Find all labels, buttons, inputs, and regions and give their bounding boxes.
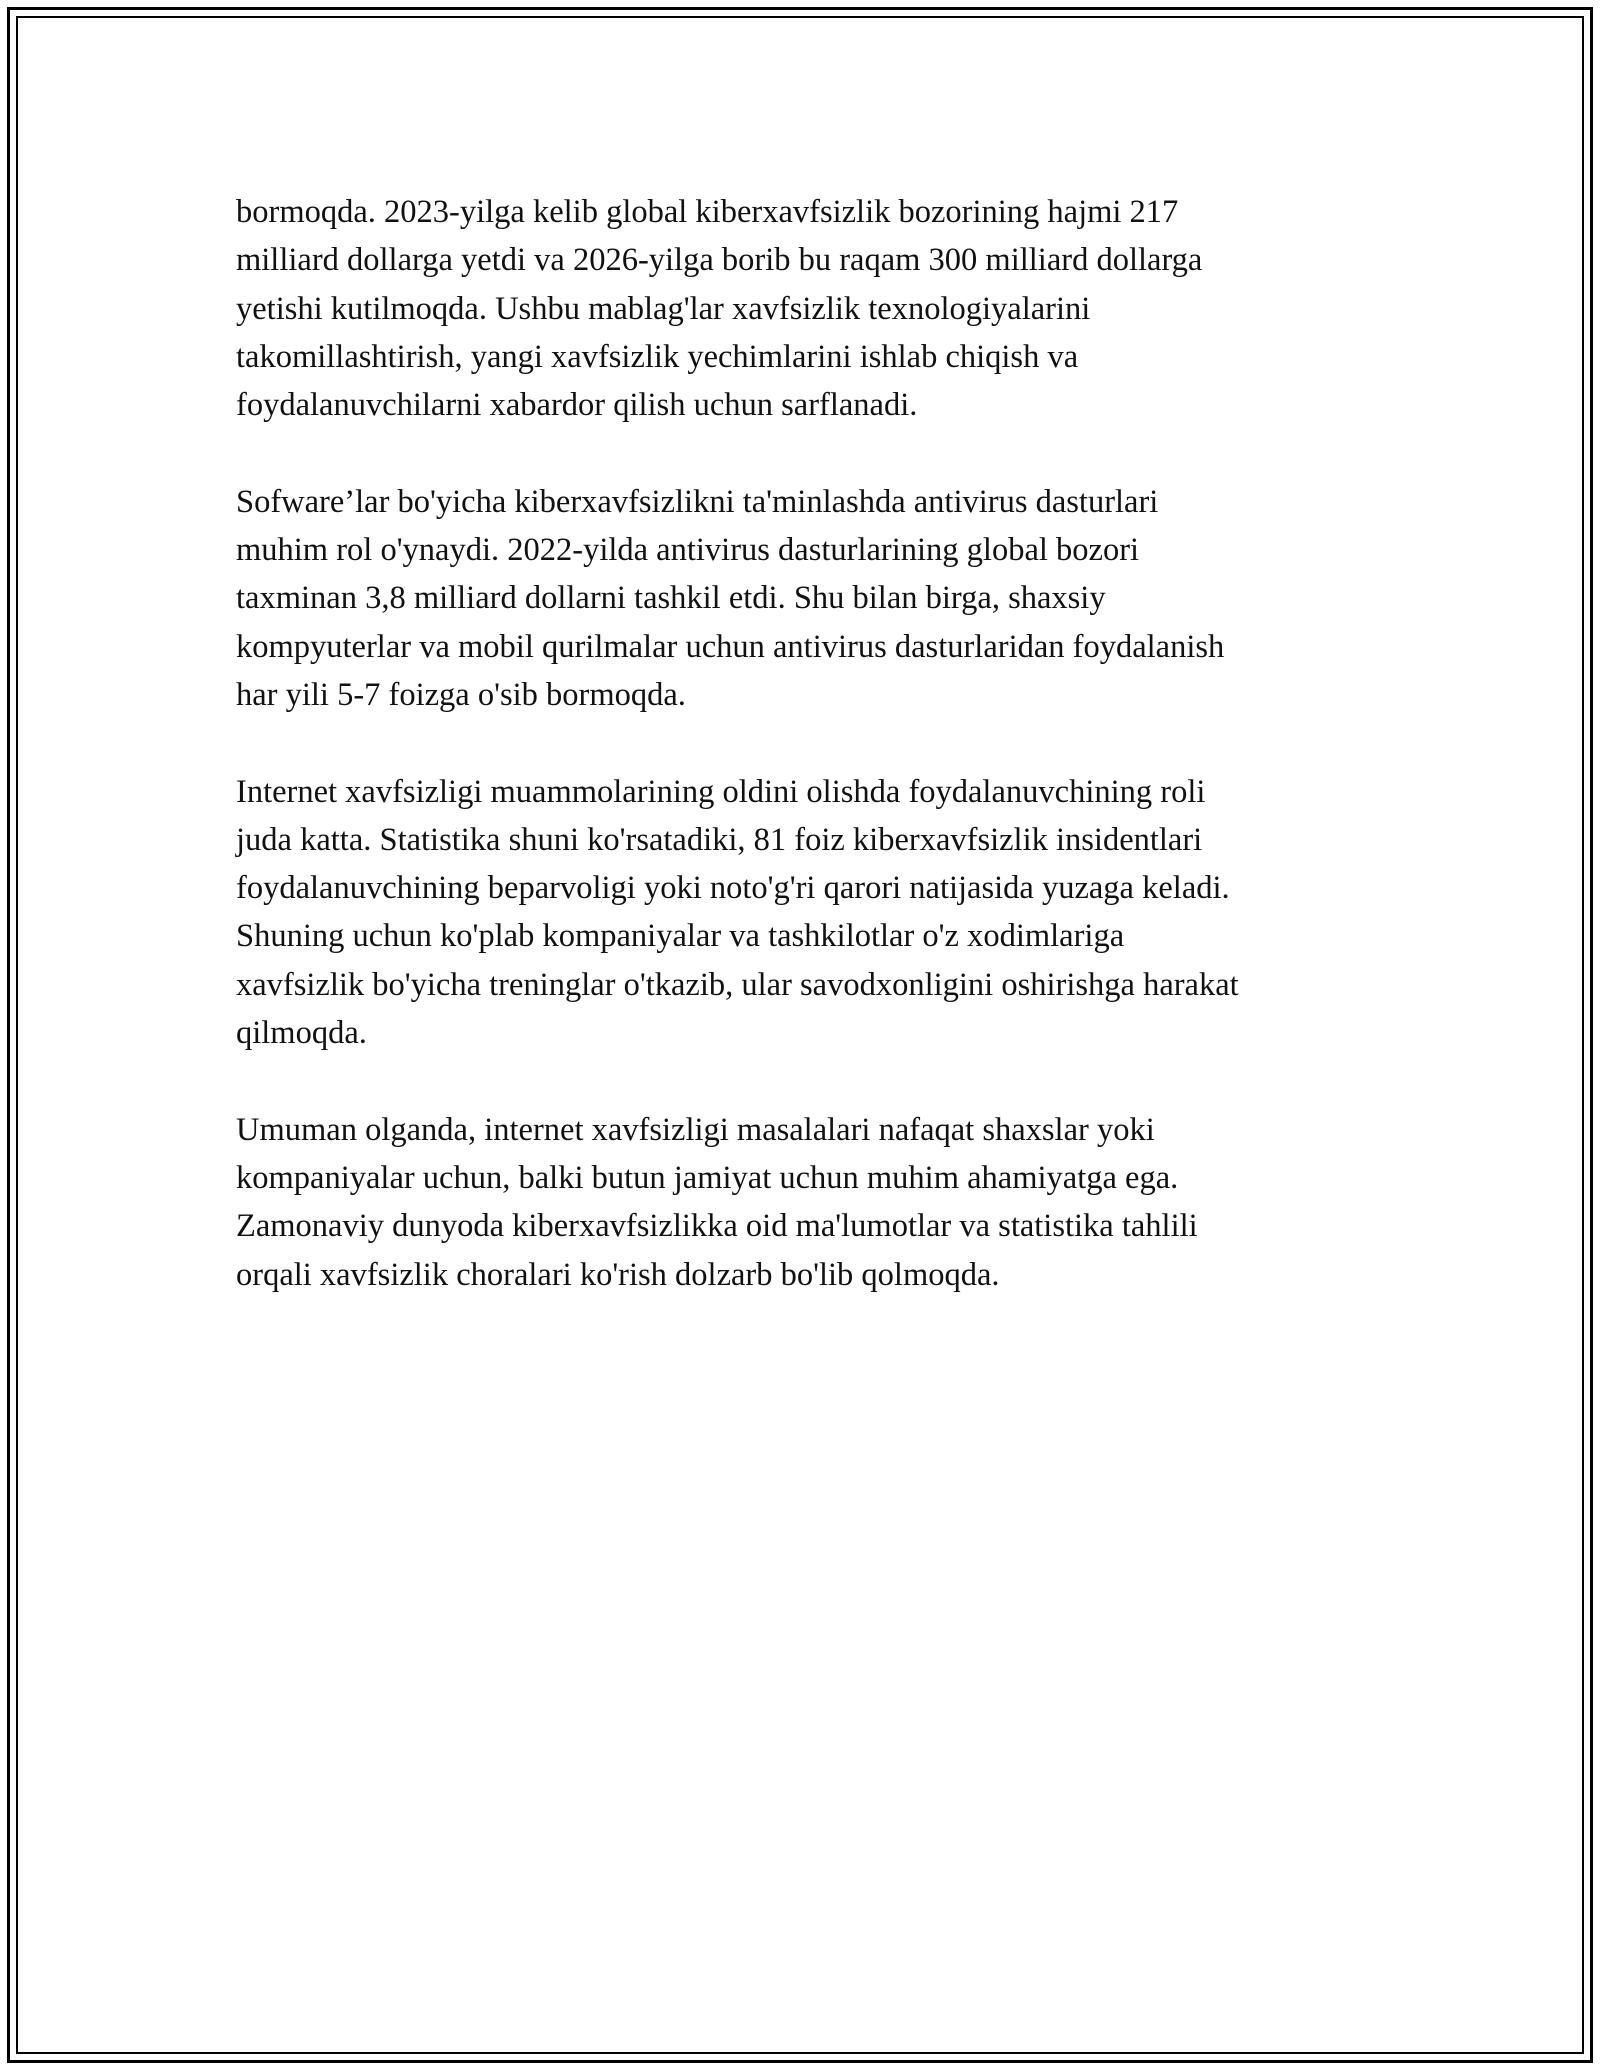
text-line: Zamonaviy dunyoda kiberxavfsizlikka oid ma'lumotlar va statistika tahlili	[236, 1208, 1198, 1245]
text-line: bormoqda. 2023-yilga kelib global kiberxavfsizlik bozorining hajmi 217	[236, 194, 1179, 230]
paragraph-market-size	[236, 188, 1386, 429]
text-line: milliard dollarga yetdi va 2026-yilga borib bu raqam 300 milliard dollarga	[236, 242, 1203, 279]
text-line: Shuning uchun ko'plab kompaniyalar va tashkilotlar o'z xodimlariga	[236, 918, 1125, 955]
text-line: har yili 5-7 foizga o'sib bormoqda.	[236, 676, 686, 713]
paragraph-user-role	[236, 768, 1386, 1058]
text-line: foydalanuvchining beparvoligi yoki noto'g'ri qarori natijasida yuzaga keladi.	[236, 870, 1230, 907]
text-line: Sofware’lar bo'yicha kiberxavfsizlikni ta'minlashda antivirus dasturlari	[236, 483, 1159, 520]
text-line: foydalanuvchilarni xabardor qilish uchun sarflanadi.	[236, 387, 918, 424]
text-line: orqali xavfsizlik choralari ko'rish dolzarb bo'lib qolmoqda.	[236, 1256, 1000, 1293]
text-line: yetishi kutilmoqda. Ushbu mablag'lar xavfsizlik texnologiyalarini	[236, 290, 1091, 327]
text-line: xavfsizlik bo'yicha treninglar o'tkazib, ular savodxonligini oshirishga harakat	[236, 966, 1239, 1003]
paragraph-antivirus	[236, 478, 1386, 719]
text-line: taxminan 3,8 milliard dollarni tashkil etdi. Shu bilan birga, shaxsiy	[236, 580, 1106, 617]
document-body	[236, 188, 1386, 1347]
text-line: Internet xavfsizligi muammolarining oldini olishda foydalanuvchining roli	[236, 773, 1206, 810]
text-line: kompaniyalar uchun, balki butun jamiyat uchun muhim ahamiyatga ega.	[236, 1159, 1179, 1196]
text-line: takomillashtirish, yangi xavfsizlik yechimlarini ishlab chiqish va	[236, 338, 1079, 375]
paragraph-conclusion	[236, 1106, 1386, 1299]
text-line: muhim rol o'ynaydi. 2022-yilda antivirus dasturlarining global bozori	[236, 532, 1140, 569]
text-line: Umuman olganda, internet xavfsizligi masalalari nafaqat shaxslar yoki	[236, 1111, 1155, 1148]
text-line: juda katta. Statistika shuni ko'rsatadiki, 81 foiz kiberxavfsizlik insidentlari	[236, 821, 1203, 858]
text-line: kompyuterlar va mobil qurilmalar uchun antivirus dasturlaridan foydalanish	[236, 628, 1225, 665]
text-line: qilmoqda.	[236, 1015, 367, 1052]
